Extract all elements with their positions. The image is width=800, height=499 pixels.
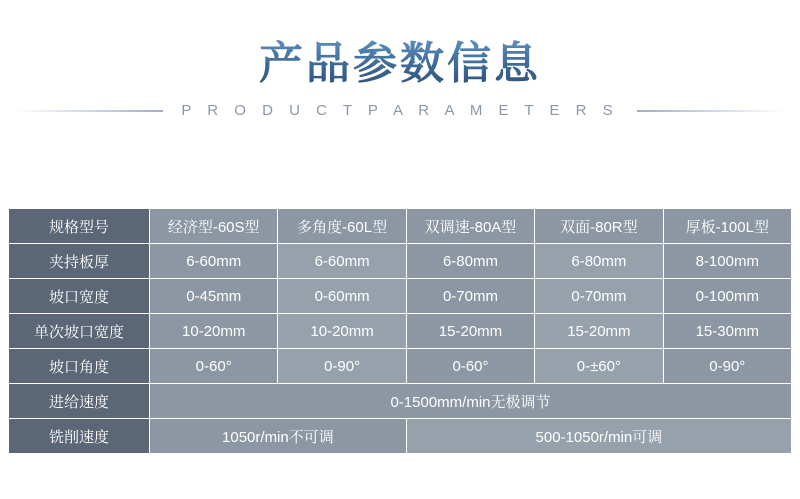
row-cell: 0-60mm [278,279,406,314]
page-header [0,0,800,119]
row-cell: 6-60mm [150,244,278,279]
table-header-cell-4: 双面-80R型 [535,209,663,244]
row-cell: 15-20mm [406,314,534,349]
table-row [9,419,792,454]
row-cell: 6-80mm [406,244,534,279]
spec-table [8,208,792,454]
row-label: 进给速度 [9,384,150,419]
row-cell-merged: 1050r/min不可调 [150,419,407,454]
table-header-cell-3: 双调速-80A型 [406,209,534,244]
row-label: 坡口角度 [9,349,150,384]
row-cell: 0-45mm [150,279,278,314]
table-row [9,384,792,419]
row-cell: 0-90° [663,349,791,384]
table-row [9,244,792,279]
subtitle-line-right [637,110,785,112]
row-label: 单次坡口宽度 [9,314,150,349]
page-title: 产品参数信息 [0,40,800,88]
table-header-cell-model: 规格型号 [9,209,150,244]
row-cell: 10-20mm [150,314,278,349]
row-label: 铣削速度 [9,419,150,454]
subtitle-line-left [15,110,163,112]
page-subtitle: P R O D U C T P A R A M E T E R S [181,102,619,120]
table-header-cell-1: 经济型-60S型 [150,209,278,244]
table-header-cell-2: 多角度-60L型 [278,209,406,244]
row-label: 夹持板厚 [9,244,150,279]
row-cell: 0-90° [278,349,406,384]
spec-table-container [8,208,792,454]
row-cell: 6-60mm [278,244,406,279]
row-cell: 0-70mm [535,279,663,314]
table-row [9,314,792,349]
table-row [9,349,792,384]
row-cell: 8-100mm [663,244,791,279]
table-header-row [9,209,792,244]
table-row [9,279,792,314]
row-label: 坡口宽度 [9,279,150,314]
row-cell: 15-20mm [535,314,663,349]
row-cell: 10-20mm [278,314,406,349]
row-cell: 0-±60° [535,349,663,384]
row-cell-merged: 0-1500mm/min无极调节 [150,384,792,419]
row-cell: 0-60° [406,349,534,384]
row-cell: 6-80mm [535,244,663,279]
subtitle-row [0,102,800,119]
row-cell: 0-100mm [663,279,791,314]
row-cell: 15-30mm [663,314,791,349]
row-cell-merged: 500-1050r/min可调 [406,419,791,454]
row-cell: 0-60° [150,349,278,384]
row-cell: 0-70mm [406,279,534,314]
table-header-cell-5: 厚板-100L型 [663,209,791,244]
